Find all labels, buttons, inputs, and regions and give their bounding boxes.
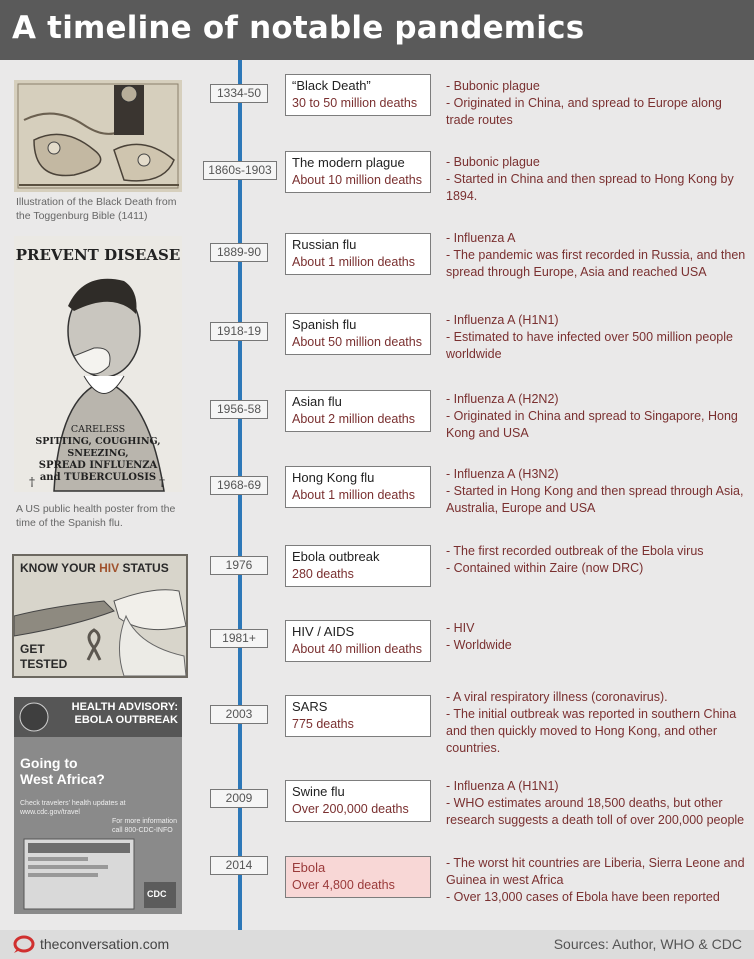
event-name: HIV / AIDS bbox=[292, 624, 355, 639]
poster-line-2: SPITTING, COUGHING, SNEEZING, bbox=[35, 436, 161, 459]
event-description bbox=[446, 230, 751, 281]
description-line: - The pandemic was first recorded in Russia, and then spread through Europe, Asia and reached USA bbox=[446, 248, 746, 279]
hiv-heading-post: STATUS bbox=[119, 561, 169, 575]
event-deaths: About 1 million deaths bbox=[292, 255, 415, 269]
event-deaths: 775 deaths bbox=[292, 717, 354, 731]
event-box bbox=[285, 545, 431, 587]
hiv-status-poster bbox=[12, 554, 188, 678]
event-name: Ebola bbox=[292, 860, 326, 875]
ebola-advisory-poster bbox=[14, 697, 182, 914]
event-box bbox=[285, 233, 431, 275]
hiv-heading-pre: KNOW YOUR bbox=[20, 561, 100, 575]
event-name: Spanish flu bbox=[292, 317, 357, 332]
description-line: - Originated in China, and spread to Europe along trade routes bbox=[446, 96, 722, 127]
event-deaths: 30 to 50 million deaths bbox=[292, 96, 418, 110]
event-name: Ebola outbreak bbox=[292, 549, 380, 564]
poster-line-1: CARELESS bbox=[70, 424, 126, 435]
description-line: - Started in Hong Kong and then spread through Asia, Australia, Europe and USA bbox=[446, 484, 744, 515]
event-box bbox=[285, 74, 431, 116]
event-name: “Black Death” bbox=[292, 78, 371, 93]
svg-text:†: † bbox=[159, 475, 165, 489]
poster-line-4: and TUBERCULOSIS bbox=[39, 472, 157, 483]
footer-brand[interactable]: theconversation.com bbox=[40, 936, 170, 952]
year-label: 1334-50 bbox=[210, 84, 268, 103]
event-description bbox=[446, 778, 751, 829]
event-deaths: 280 deaths bbox=[292, 567, 354, 581]
poster-line-3: SPREAD INFLUENZA bbox=[38, 460, 158, 471]
description-line: - Influenza A (H2N2) bbox=[446, 392, 559, 406]
description-line: - Influenza A (H1N1) bbox=[446, 313, 559, 327]
hiv-heading-hl: HIV bbox=[99, 561, 120, 575]
event-description bbox=[446, 78, 751, 129]
event-deaths: About 10 million deaths bbox=[292, 173, 422, 187]
event-box bbox=[285, 780, 431, 822]
svg-text:†: † bbox=[29, 475, 35, 489]
description-line: - Originated in China and spread to Singapore, Hong Kong and USA bbox=[446, 409, 738, 440]
ebola-small-2: www.cdc.gov/travel bbox=[20, 809, 80, 816]
event-deaths: About 2 million deaths bbox=[292, 412, 415, 426]
black-death-caption: Illustration of the Black Death from the Toggenburg Bible (1411) bbox=[16, 196, 177, 222]
description-line: - The worst hit countries are Liberia, Sierra Leone and Guinea in west Africa bbox=[446, 856, 745, 887]
ebola-title-1: HEALTH ADVISORY: bbox=[71, 701, 178, 713]
description-line: - The first recorded outbreak of the Ebola virus bbox=[446, 544, 704, 558]
event-deaths: Over 200,000 deaths bbox=[292, 802, 409, 816]
cdc-logo: CDC bbox=[147, 889, 167, 899]
poster-heading: PREVENT DISEASE bbox=[15, 246, 181, 264]
footer bbox=[0, 930, 754, 959]
ebola-question-2: West Africa? bbox=[20, 771, 105, 787]
description-line: - Contained within Zaire (now DRC) bbox=[446, 561, 644, 575]
footer-sources: Sources: Author, WHO & CDC bbox=[553, 936, 742, 952]
event-deaths: Over 4,800 deaths bbox=[292, 878, 395, 892]
description-line: - A viral respiratory illness (coronavirus). bbox=[446, 690, 668, 704]
description-line: - Influenza A (H3N2) bbox=[446, 467, 559, 481]
event-name: SARS bbox=[292, 699, 328, 714]
event-box bbox=[285, 390, 431, 432]
event-name: Swine flu bbox=[292, 784, 345, 799]
year-label: 2003 bbox=[210, 705, 268, 724]
hiv-cta-1: GET bbox=[20, 642, 45, 656]
year-label: 1976 bbox=[210, 556, 268, 575]
ebola-title-2: EBOLA OUTBREAK bbox=[74, 714, 178, 726]
description-line: - Started in China and then spread to Hong Kong by 1894. bbox=[446, 172, 734, 203]
conversation-logo-icon bbox=[12, 934, 36, 954]
event-description bbox=[446, 543, 751, 577]
event-description bbox=[446, 466, 751, 517]
event-box bbox=[285, 695, 431, 737]
poster-caption: A US public health poster from the time of the Spanish flu. bbox=[16, 503, 176, 529]
year-label: 1981+ bbox=[210, 629, 268, 648]
event-name: Asian flu bbox=[292, 394, 342, 409]
event-description bbox=[446, 391, 751, 442]
event-box bbox=[285, 313, 431, 355]
event-box bbox=[285, 151, 431, 193]
prevent-disease-poster bbox=[14, 236, 182, 492]
black-death-illustration bbox=[14, 80, 182, 192]
description-line: - Over 13,000 cases of Ebola have been reported bbox=[446, 890, 720, 904]
event-name: Russian flu bbox=[292, 237, 357, 252]
description-line: - Bubonic plague bbox=[446, 79, 540, 93]
year-label: 1860s-1903 bbox=[203, 161, 277, 180]
event-description bbox=[446, 154, 751, 205]
description-line: - HIV bbox=[446, 621, 475, 635]
description-line: - Influenza A (H1N1) bbox=[446, 779, 559, 793]
event-box-highlighted bbox=[285, 856, 431, 898]
event-description bbox=[446, 689, 751, 757]
event-name: The modern plague bbox=[292, 155, 405, 170]
description-line: - Worldwide bbox=[446, 638, 512, 652]
year-label: 1956-58 bbox=[210, 400, 268, 419]
ebola-question-1: Going to bbox=[20, 755, 78, 771]
event-deaths: About 1 million deaths bbox=[292, 488, 415, 502]
description-line: - Estimated to have infected over 500 million people worldwide bbox=[446, 330, 733, 361]
description-line: - Influenza A bbox=[446, 231, 516, 245]
description-line: - WHO estimates around 18,500 deaths, but other research suggests a death toll of over 200,000 people bbox=[446, 796, 745, 827]
hiv-cta-2: TESTED bbox=[20, 657, 68, 671]
header-bar bbox=[0, 0, 754, 60]
event-deaths: About 40 million deaths bbox=[292, 642, 422, 656]
event-name: Hong Kong flu bbox=[292, 470, 375, 485]
event-description bbox=[446, 620, 751, 654]
year-label: 2009 bbox=[210, 789, 268, 808]
page-title: A timeline of notable pandemics bbox=[12, 10, 585, 46]
description-line: - Bubonic plague bbox=[446, 155, 540, 169]
year-label: 2014 bbox=[210, 856, 268, 875]
event-description bbox=[446, 855, 751, 906]
event-box bbox=[285, 620, 431, 662]
ebola-small-4: call 800-CDC-INFO bbox=[112, 827, 173, 834]
ebola-small-1: Check travelers' health updates at bbox=[20, 800, 126, 807]
description-line: - The initial outbreak was reported in southern China and then quickly moved to Hong Kong, and other countries. bbox=[446, 707, 737, 755]
year-label: 1918-19 bbox=[210, 322, 268, 341]
event-description bbox=[446, 312, 751, 363]
ebola-small-3: For more information bbox=[112, 818, 177, 825]
year-label: 1968-69 bbox=[210, 476, 268, 495]
year-label: 1889-90 bbox=[210, 243, 268, 262]
event-deaths: About 50 million deaths bbox=[292, 335, 422, 349]
event-box bbox=[285, 466, 431, 508]
